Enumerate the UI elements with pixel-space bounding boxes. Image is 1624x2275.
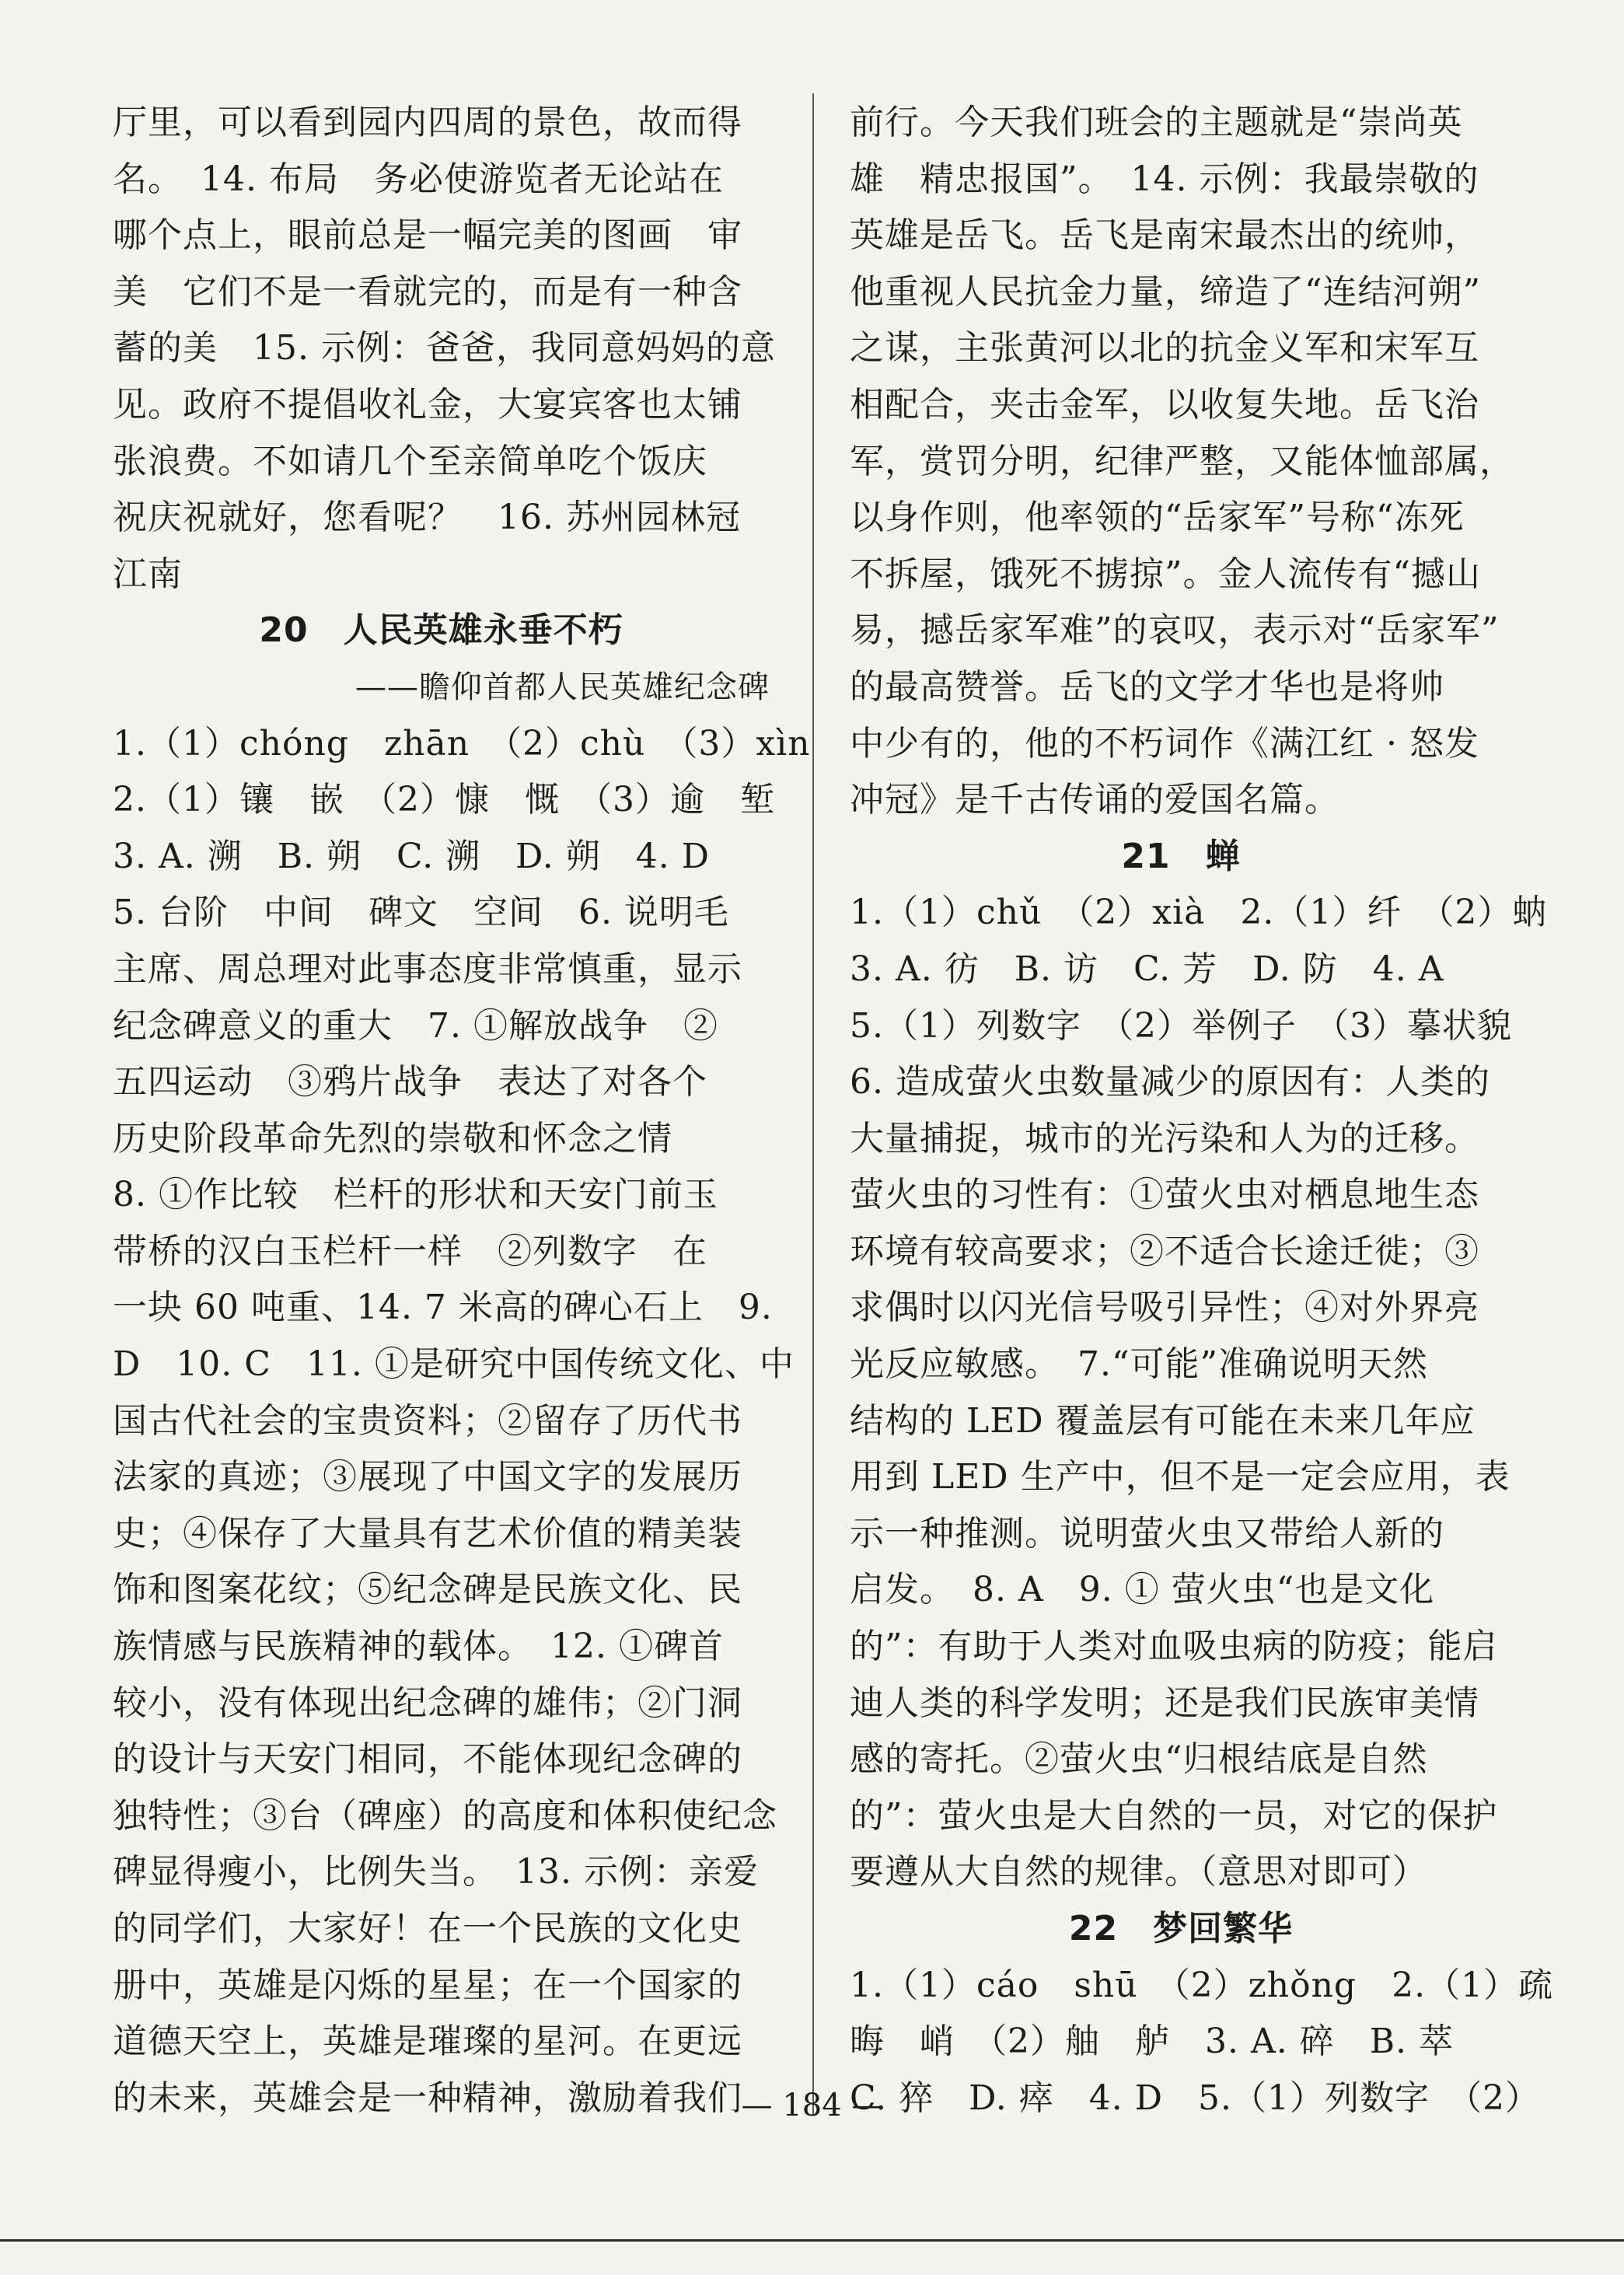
- text-line: 军，赏罚分明，纪律严整，又能体恤部属，: [850, 441, 1514, 481]
- text-line: 6. 造成萤火虫数量减少的原因有：人类的: [850, 1062, 1490, 1103]
- text-line: 美 它们不是一看就完的，而是有一种含: [113, 271, 742, 312]
- left-column: [113, 95, 811, 2126]
- section-subtitle-20: ——瞻仰首都人民英雄纪念碑: [355, 669, 770, 705]
- section-title-20: 20 人民英雄永垂不朽: [259, 610, 623, 651]
- text-line: D 10. C 11. ①是研究中国传统文化、中: [113, 1344, 795, 1385]
- text-line: 启发。 8. A 9. ① 萤火虫“也是文化: [850, 1570, 1435, 1610]
- text-line: 哪个点上，眼前总是一幅完美的图画 审: [113, 215, 742, 256]
- text-line: 的”：萤火虫是大自然的一员，对它的保护: [850, 1795, 1498, 1836]
- text-line: 结构的 LED 覆盖层有可能在未来几年应: [850, 1400, 1476, 1441]
- text-line: 以身作则，他率领的“岳家军”号称“冻死: [850, 498, 1465, 538]
- text-line: 祝庆祝就好，您看呢？ 16. 苏州园林冠: [113, 498, 741, 538]
- text-line: 带桥的汉白玉栏杆一样 ②列数字 在: [113, 1231, 707, 1271]
- text-line: 道德天空上，英雄是璀璨的星河。在更远: [113, 2022, 742, 2062]
- text-line: 的未来，英雄会是一种精神，激励着我们: [113, 2078, 742, 2118]
- text-line: C. 猝 D. 瘁 4. D 5.（1）列数字 （2）: [850, 2078, 1540, 2118]
- text-line: 纪念碑意义的重大 7. ①解放战争 ②: [113, 1005, 718, 1046]
- page-number: — 184 —: [741, 2088, 883, 2123]
- text-line: 1.（1）chǔ （2）xià 2.（1）纤 （2）蚋: [850, 893, 1548, 933]
- text-line: 晦 峭 （2）舳 舻 3. A. 碎 B. 萃: [850, 2022, 1455, 2062]
- text-line: 5. 台阶 中间 碑文 空间 6. 说明毛: [113, 893, 729, 933]
- text-line: 5.（1）列数字 （2）举例子 （3）摹状貌: [850, 1005, 1512, 1046]
- text-line: 示一种推测。说明萤火虫又带给人新的: [850, 1513, 1444, 1553]
- text-line: 名。 14. 布局 务必使游览者无论站在: [113, 159, 724, 199]
- text-line: 英雄是岳飞。岳飞是南宋最杰出的统帅，: [850, 215, 1479, 256]
- text-line: 用到 LED 生产中，但不是一定会应用，表: [850, 1457, 1510, 1497]
- left-answers-block-1: [113, 95, 776, 603]
- column-divider: [812, 93, 814, 2115]
- text-line: 1.（1）chóng zhān （2）chù （3）xìn: [113, 723, 811, 764]
- text-line: 3. A. 溯 B. 朔 C. 溯 D. 朔 4. D: [113, 836, 711, 876]
- section-title-22: 22 梦回繁华: [1068, 1909, 1294, 1948]
- text-line: 之谋，主张黄河以北的抗金义军和宋军互: [850, 328, 1479, 369]
- text-line: 法家的真迹；③展现了中国文字的发展历: [113, 1457, 742, 1497]
- text-line: 不拆屋，饿死不掳掠”。金人流传有“撼山: [850, 554, 1481, 594]
- text-line: 厅里，可以看到园内四周的景色，故而得: [113, 103, 742, 142]
- text-line: 前行。今天我们班会的主题就是“崇尚英: [850, 103, 1463, 142]
- text-line: 蓄的美 15. 示例：爸爸，我同意妈妈的意: [113, 328, 776, 369]
- text-line: 中少有的，他的不朽词作《满江红 · 怒发: [850, 723, 1479, 764]
- text-line: 的同学们，大家好！在一个民族的文化史: [113, 1909, 742, 1948]
- text-line: 大量捕捉，城市的光污染和人为的迁移。: [850, 1118, 1479, 1158]
- text-line: 见。政府不提倡收礼金，大宴宾客也太铺: [113, 384, 742, 425]
- text-line: 8. ①作比较 栏杆的形状和天安门前玉: [113, 1175, 718, 1215]
- text-line: 张浪费。不如请几个至亲简单吃个饭庆: [113, 441, 707, 481]
- text-line: 一块 60 吨重、14. 7 米高的碑心石上 9.: [113, 1288, 773, 1328]
- text-line: 较小，没有体现出纪念碑的雄伟；②门洞: [113, 1683, 742, 1723]
- text-line: 独特性；③台（碑座）的高度和体积使纪念: [113, 1795, 777, 1836]
- text-line: 2.（1）镶 嵌 （2）慷 慨 （3）逾 堑: [113, 780, 775, 820]
- text-line: 饰和图案花纹；⑤纪念碑是民族文化、民: [113, 1570, 742, 1610]
- text-line: 的设计与天安门相同，不能体现纪念碑的: [113, 1739, 742, 1780]
- left-answers-block-2: [113, 716, 811, 2127]
- text-line: 雄 精忠报国”。 14. 示例：我最崇敬的: [850, 159, 1479, 199]
- text-line: 1.（1）cáo shū （2）zhǒng 2.（1）疏: [850, 1965, 1554, 2005]
- text-line: 江南: [113, 554, 183, 594]
- text-line: 碑显得瘦小，比例失当。 13. 示例：亲爱: [113, 1852, 759, 1892]
- text-line: 感的寄托。②萤火虫“归根结底是自然: [850, 1739, 1428, 1780]
- text-line: 族情感与民族精神的载体。 12. ①碑首: [113, 1627, 724, 1667]
- text-line: 易，撼岳家军难”的哀叹，表示对“岳家军”: [850, 610, 1500, 651]
- text-line: 他重视人民抗金力量，缔造了“连结河朔”: [850, 271, 1481, 312]
- text-line: 3. A. 彷 B. 访 C. 芳 D. 防 4. A: [850, 949, 1444, 989]
- text-line: 历史阶段革命先烈的崇敬和怀念之情: [113, 1118, 672, 1158]
- text-line: 主席、周总理对此事态度非常慎重，显示: [113, 949, 742, 989]
- right-column: [850, 95, 1554, 2126]
- text-line: 迪人类的科学发明；还是我们民族审美情: [850, 1683, 1479, 1723]
- section-title-21: 21 蝉: [1121, 836, 1241, 876]
- right-answers-block-1: [850, 95, 1512, 829]
- text-line: 求偶时以闪光信号吸引异性；④对外界亮: [850, 1288, 1479, 1328]
- text-line: 的最高赞誉。岳飞的文学才华也是将帅: [850, 666, 1444, 707]
- text-line: 册中，英雄是闪烁的星星；在一个国家的: [113, 1965, 742, 2005]
- bottom-rule: [0, 2239, 1624, 2242]
- text-line: 萤火虫的习性有：①萤火虫对栖息地生态: [850, 1175, 1479, 1215]
- text-line: 史；④保存了大量具有艺术价值的精美装: [113, 1513, 742, 1553]
- text-line: 冲冠》是千古传诵的爱国名篇。: [850, 780, 1339, 820]
- text-line: 五四运动 ③鸦片战争 表达了对各个: [113, 1062, 707, 1103]
- text-line: 国古代社会的宝贵资料；②留存了历代书: [113, 1400, 742, 1441]
- right-answers-block-2: [850, 885, 1548, 1901]
- text-line: 环境有较高要求；②不适合长途迁徙；③: [850, 1231, 1479, 1271]
- text-line: 相配合，夹击金军，以收复失地。岳飞治: [850, 384, 1479, 425]
- text-line: 光反应敏感。 7.“可能”准确说明天然: [850, 1344, 1428, 1385]
- text-line: 要遵从大自然的规律。（意思对即可）: [850, 1852, 1427, 1892]
- text-line: 的”：有助于人类对血吸虫病的防疫；能启: [850, 1627, 1498, 1667]
